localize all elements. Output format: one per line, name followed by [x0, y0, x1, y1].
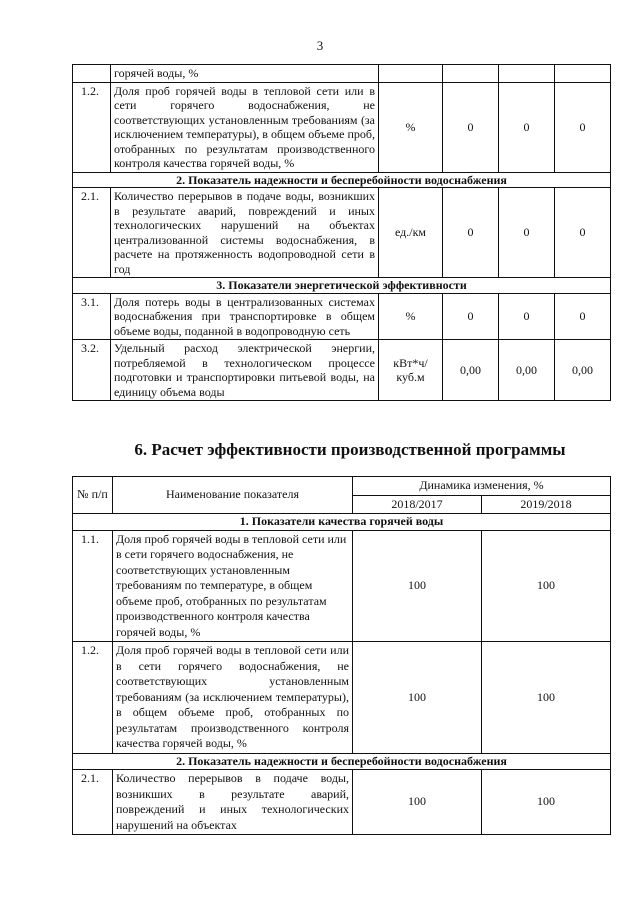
value-cell: 100 [482, 770, 611, 835]
row-text: горячей воды, % [111, 65, 379, 83]
section-title: 2. Показатель надежности и бесперебойности водоснабжения [73, 172, 611, 188]
table-row [73, 82, 611, 172]
unit-cell: % [379, 293, 443, 340]
unit-cell: % [379, 82, 443, 172]
header-year: 2019/2018 [482, 495, 611, 514]
section-heading: 6. Расчет эффективности производственной программы [134, 440, 566, 459]
value-cell [443, 65, 499, 83]
table-row [73, 770, 611, 835]
table-row [73, 642, 611, 754]
value-cell [499, 65, 555, 83]
table-row [73, 188, 611, 278]
unit-cell [379, 65, 443, 83]
section-row [73, 172, 611, 188]
row-text: Удельный расход электрической энергии, потребляемой в технологическом процессе подготовки и транспортировки питьевой воды, на единицу объема воды [111, 340, 379, 401]
value-cell: 100 [482, 642, 611, 754]
value-cell: 0 [499, 188, 555, 278]
value-cell: 0 [499, 82, 555, 172]
header-year: 2018/2017 [353, 495, 482, 514]
value-cell: 0 [499, 293, 555, 340]
section-title: 3. Показатели энергетической эффективности [73, 278, 611, 294]
table-row [73, 340, 611, 401]
table-row [73, 530, 611, 642]
section-row [73, 278, 611, 294]
value-cell [555, 65, 611, 83]
row-number: 3.2. [73, 340, 111, 401]
row-text: Количество перерывов в подаче воды, возникших в результате аварий, повреждений и иных технологических нарушений на объектах централизованной системы водоснабжения, в расчете на протяженность водопроводной сети в год [111, 188, 379, 278]
row-text: Доля проб горячей воды в тепловой сети или в сети горячего водоснабжения, не соответствующих установленным требованиям (за исключением температуры), в общем объеме проб, отобранных по результатам производственного контроля качества горячей воды, % [111, 82, 379, 172]
indicators-table [72, 64, 611, 401]
unit-cell: кВт*ч/куб.м [379, 340, 443, 401]
value-cell: 100 [482, 530, 611, 642]
value-cell: 0 [555, 188, 611, 278]
header-row [73, 477, 611, 496]
row-number [73, 65, 111, 83]
page-number: 3 [316, 38, 324, 53]
header-num: № п/п [73, 477, 113, 514]
value-cell: 100 [353, 530, 482, 642]
table-row [73, 65, 611, 83]
efficiency-table [72, 476, 611, 835]
row-text: Количество перерывов в подаче воды, возникших в результате аварий, повреждений и иных технологических нарушений на объектах [113, 770, 353, 835]
header-name: Наименование показателя [113, 477, 353, 514]
value-cell: 0,00 [443, 340, 499, 401]
value-cell: 0 [443, 293, 499, 340]
section-title: 1. Показатели качества горячей воды [73, 514, 611, 531]
section-title: 2. Показатель надежности и бесперебойности водоснабжения [73, 753, 611, 770]
row-number: 1.1. [73, 530, 113, 642]
value-cell: 0,00 [499, 340, 555, 401]
row-number: 3.1. [73, 293, 111, 340]
value-cell: 0 [443, 188, 499, 278]
row-text: Доля потерь воды в централизованных системах водоснабжения при транспортировке в общем объеме воды, поданной в водопроводную сеть [111, 293, 379, 340]
value-cell: 0,00 [555, 340, 611, 401]
row-number: 2.1. [73, 770, 113, 835]
unit-cell: ед./км [379, 188, 443, 278]
row-number: 1.2. [73, 82, 111, 172]
table-row [73, 293, 611, 340]
section-row [73, 514, 611, 531]
value-cell: 0 [555, 82, 611, 172]
value-cell: 100 [353, 642, 482, 754]
row-text: Доля проб горячей воды в тепловой сети или в сети горячего водоснабжения, не соответствующих установленным требованиям по температуре, в общем объеме проб, отобранных по результатам производственного контроля качества горячей воды, % [113, 530, 353, 642]
section-row [73, 753, 611, 770]
row-number: 1.2. [73, 642, 113, 754]
value-cell: 0 [443, 82, 499, 172]
value-cell: 0 [555, 293, 611, 340]
header-dynamics: Динамика изменения, % [353, 477, 611, 496]
row-text: Доля проб горячей воды в тепловой сети или в сети горячего водоснабжения, не соответствующих установленным требованиям (за исключением температуры), в общем объеме проб, отобранных по результатам производственного контроля качества горячей воды, % [113, 642, 353, 754]
value-cell: 100 [353, 770, 482, 835]
row-number: 2.1. [73, 188, 111, 278]
